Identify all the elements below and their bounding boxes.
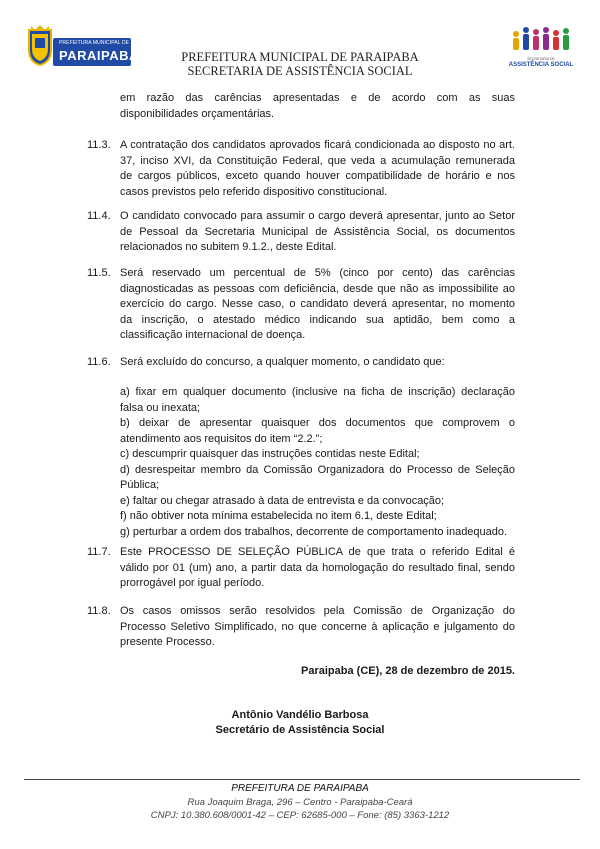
header-line-1: PREFEITURA MUNICIPAL DE PARAIPABA	[181, 50, 419, 64]
text-line: disponibilidades orçamentárias.	[120, 107, 275, 120]
header-line-2: SECRETARIA DE ASSISTÊNCIA SOCIAL	[187, 64, 413, 78]
footer-contact: CNPJ: 10.380.608/0001-42 – CEP: 62685-000 – Fone: (85) 3363-1212	[150, 810, 450, 821]
text-line: O candidato convocado para assumir o cargo deverá apresentar, junto ao Setor	[120, 210, 515, 222]
list-item: b) deixar de apresentar quaisquer dos documentos que comprovem o	[120, 417, 515, 429]
text-line: classificação internacional de doença.	[120, 329, 306, 341]
item-paragraph	[120, 355, 515, 371]
signer-role: Secretário de Assistência Social	[215, 724, 385, 736]
footer-divider	[24, 779, 580, 780]
logo-big-text: PARAIPABA	[59, 48, 139, 63]
place-date: Paraipaba (CE), 28 de dezembro de 2015.	[301, 665, 515, 677]
item-number: 11.7.	[87, 546, 111, 558]
text-line: em razão das carências apresentadas e de acordo com as suas	[120, 92, 515, 104]
signer-name: Antônio Vandélio Barbosa	[231, 709, 369, 721]
item-number: 11.6.	[87, 356, 111, 368]
item-paragraph	[120, 209, 515, 256]
text-line: válido por 01 (um) ano, a partir data da homologação do resultado final, sendo	[120, 561, 515, 574]
text-line: de cargos públicos, exceto quando houver compatibilidade de horário e nos	[120, 170, 515, 182]
text-line: Será excluído do concurso, a qualquer momento, o candidato que:	[120, 356, 445, 368]
text-line: exercício do cargo. Nesse caso, o candidato deverá apresentar, no momento	[120, 298, 515, 310]
page-header	[150, 50, 450, 78]
footer-title: PREFEITURA DE PARAIPABA	[231, 783, 369, 794]
text-line: casos previstos pelo referido dispositivo constitucional.	[120, 185, 388, 198]
text-line: de Pessoal da Secretaria Municipal de Assistência Social, os documentos	[120, 225, 515, 238]
text-line: 37, inciso XVI, da Constituição Federal, que veda a acumulação remunerada	[120, 154, 515, 167]
item-number: 11.5.	[87, 267, 111, 279]
crest-icon	[27, 24, 53, 66]
item-paragraph	[120, 604, 515, 651]
text-line: Os casos omissos serão resolvidos pela Comissão de Organização do	[120, 605, 515, 617]
text-line: presente Processo.	[120, 636, 215, 648]
item-paragraph	[120, 138, 515, 200]
logo-right-sub: SECRETARIA DE	[527, 57, 555, 61]
text-line: A contratação dos candidatos aprovados ficará condicionada ao disposto no art.	[120, 139, 515, 151]
item-paragraph	[120, 545, 515, 592]
text-line: Processo Seletivo Simplificado, no que concerne à aplicação e julgamento do	[120, 620, 515, 633]
list-item: Pública;	[120, 479, 160, 491]
logo-small-text: PREFEITURA MUNICIPAL DE	[59, 40, 130, 46]
list-item: f) não obtiver nota mínima estabelecida no item 6.1, deste Edital;	[120, 510, 437, 522]
item-paragraph	[120, 266, 515, 344]
logo-right-main: ASSISTÊNCIA SOCIAL	[508, 62, 574, 68]
list-item: a) fixar em qualquer documento (inclusive na ficha de inscrição) declaração	[120, 386, 515, 398]
item-number: 11.8.	[87, 605, 111, 617]
list-item: d) desrespeitar membro da Comissão Organizadora do Processo de Seleção	[120, 463, 515, 476]
text-line: prorrogável por igual período.	[120, 577, 265, 589]
text-line: Este PROCESSO DE SELEÇÃO PÚBLICA de que trata o referido Edital é	[120, 546, 515, 558]
list-item: e) faltar ou chegar atrasado à data de entrevista e da convocação;	[120, 494, 445, 507]
list-item: atendimento aos requisitos do item “2.2.”;	[120, 432, 323, 445]
people-icon	[510, 24, 574, 56]
text-line: relacionados no subitem 9.1.2., deste Edital.	[120, 241, 337, 253]
list-item: falsa ou inexata;	[120, 401, 201, 414]
list-item: g) perturbar a ordem dos trabalhos, decorrente de comportamento inadequado.	[120, 525, 508, 538]
text-line: Será reservado um percentual de 5% (cinco por cento) das carências	[120, 267, 515, 279]
logo-banner	[53, 38, 139, 66]
item-number: 11.4.	[87, 210, 111, 222]
paraipaba-logo	[27, 22, 139, 70]
list-item: c) descumprir quaisquer das instruções contidas neste Edital;	[120, 448, 420, 460]
text-line: da inscrição, o atestado médico indicando sua aptidão, bem como a	[120, 313, 515, 326]
item-number: 11.3.	[87, 139, 111, 151]
exclusion-list	[120, 385, 515, 540]
assistencia-social-logo	[506, 24, 576, 74]
footer-address: Rua Joaquim Braga, 296 – Centro - Paraipaba-Ceará	[187, 797, 413, 808]
intro-paragraph	[120, 91, 515, 122]
text-line: diagnosticadas as pessoas com deficiência, desde que não as impossibilite ao	[120, 282, 515, 295]
